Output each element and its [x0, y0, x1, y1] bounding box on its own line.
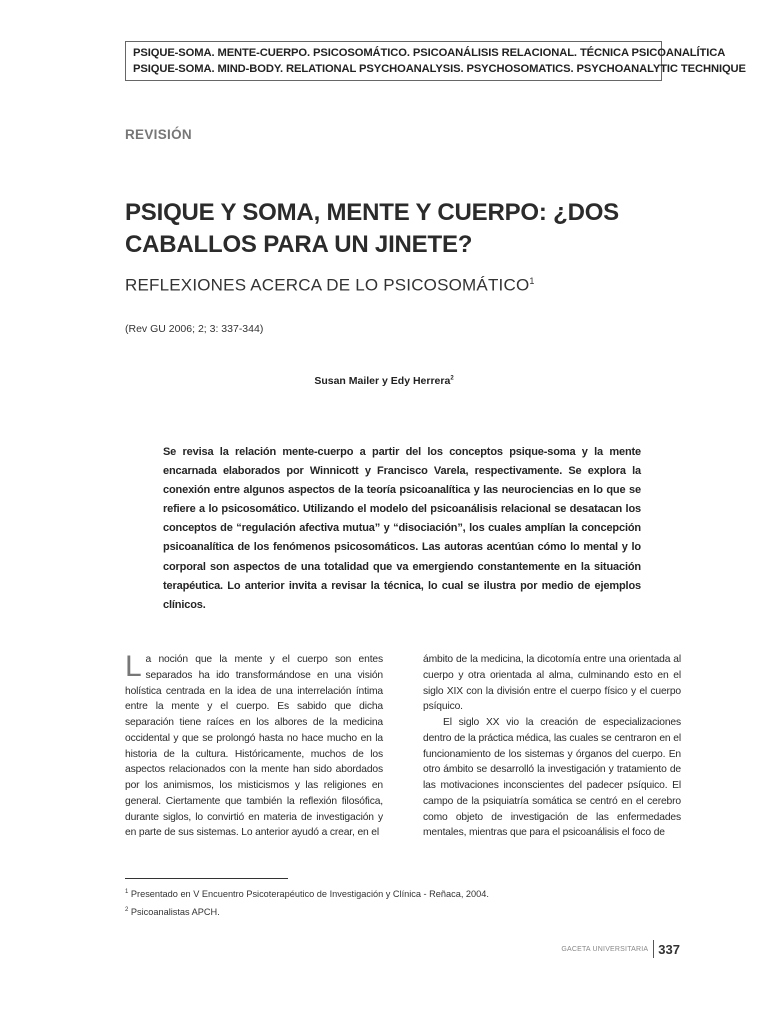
footnote-mark: 2 — [125, 907, 129, 914]
footnote — [125, 902, 489, 920]
footnote-text: Presentado en V Encuentro Psicoterapéutico de Investigación y Clínica - Reñaca, 2004. — [128, 889, 489, 900]
keywords-spanish: PSIQUE-SOMA. MENTE-CUERPO. PSICOSOMÁTICO. PSICOANÁLISIS RELACIONAL. TÉCNICA PSICOANALÍTICA — [133, 47, 726, 59]
body-paragraph: El siglo XX vio la creación de especializaciones dentro de la práctica médica, las cuales se centraron en el funcionamiento de los sistemas y órganos del cuerpo. En otro ámbito se desarrolló la investigación y tratamiento de las motivaciones inconscientes del padecer psíquico. El campo de la psiquiatría somática se centró en el cerebro como objeto de investigación de las enfermedades mentales, mientras que para el psicoanálisis el foco de — [423, 717, 681, 839]
page-number: 337 — [658, 941, 680, 957]
footnote-divider — [125, 878, 288, 879]
authors-footnote-mark: 2 — [450, 375, 454, 382]
body-paragraph: ámbito de la medicina, la dicotomía entre una orientada al cuerpo y otra orientada al alma, culminando esto en el siglo XIX con la división entre el cuerpo físico y el cuerpo psíquico. — [423, 654, 681, 713]
body-column-right — [423, 652, 681, 841]
section-label: REVISIÓN — [125, 127, 192, 142]
drop-cap: L — [125, 650, 142, 683]
authors — [0, 375, 768, 387]
article-subtitle — [125, 270, 535, 297]
authors-text: Susan Mailer y Edy Herrera — [314, 375, 451, 387]
footnotes — [125, 884, 489, 920]
footnote-mark: 1 — [125, 889, 129, 895]
abstract: Se revisa la relación mente-cuerpo a partir del los conceptos psique-soma y la mente encarnada elaborados por Winnicott y Francisco Varela, respectivamente. Se explora la conexión entre algunos aspectos de la teoría psicoanalítica y las neurociencias en lo que se refiere a lo psicosomático. Utilizando el modelo del psicoanálisis relacional se desatacan los conceptos de “regulación afectiva mutua” y “disociación”, los cuales amplían la concepción psicoanalítica de los fenómenos psicosomáticos. Las autoras acentúan cómo lo mental y lo corporal son aspectos de una totalidad que va emergiendo constantemente en la situación terapéutica. Lo anterior invita a revisar la técnica, lo cual se ilustra por medio de ejemplos clínicos. — [163, 446, 641, 611]
subtitle-text: REFLEXIONES ACERCA DE LO PSICOSOMÁTICO — [125, 275, 530, 295]
article-title: PSIQUE Y SOMA, MENTE Y CUERPO: ¿DOS CABALLOS PARA UN JINETE? — [125, 199, 619, 258]
body-paragraph — [125, 652, 383, 841]
body-column-left — [125, 652, 383, 841]
footnote — [125, 884, 489, 902]
keywords-english: PSIQUE-SOMA. MIND-BODY. RELATIONAL PSYCHOANALYSIS. PSYCHOSOMATICS. PSYCHOANALYTIC TECHNIQUE — [133, 63, 746, 75]
footer-divider — [653, 940, 654, 958]
body-text: a noción que la mente y el cuerpo son entes separados ha ido transformándose en una visión holística centrada en la idea de una interrelación íntima entre la mente y el cuerpo. Es sabido que dicha separación tiene raíces en los albores de la medicina occidental y que se prolongó hasta no hace mucho en la historia de la cultura. Históricamente, muchos de los aspectos relacionados con la mente han sido abordados por los animismos, los misticismos y las religiones en general. Ciertamente que también la reflexión filosófica, durante siglos, lo convirtió en materia de investigación y en parte de sus sistemas. Lo anterior ayudó a crear, en el — [125, 654, 383, 839]
keywords-box — [125, 41, 746, 81]
citation: (Rev GU 2006; 2; 3: 337-344) — [125, 323, 264, 335]
footnote-text: Psicoanalistas APCH. — [128, 907, 220, 918]
journal-name: GACETA UNIVERSITARIA — [561, 945, 649, 953]
subtitle-footnote-mark: 1 — [529, 276, 535, 286]
page-footer — [561, 939, 680, 959]
